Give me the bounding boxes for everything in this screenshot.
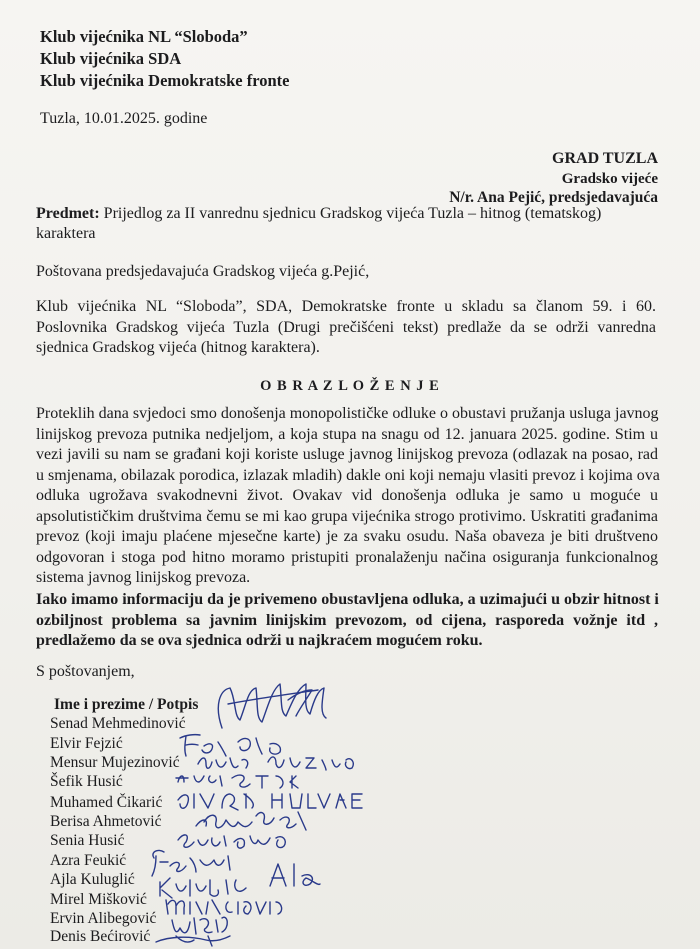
signatory-name: Mensur Mujezinović xyxy=(50,754,180,771)
body-line: apsolutističkim društvima čemu se mi kao grupa vijećnika strogo protivimo. Uskratiti građanima xyxy=(36,507,658,525)
signature-scribble xyxy=(196,812,306,830)
body-line: sistema javnog linijskog prevoza. xyxy=(36,569,251,586)
signatory-name: Senad Mehmedinović xyxy=(50,715,186,732)
intro-line-3: sjednica Gradskog vijeća (hitnog karaktera). xyxy=(36,339,320,356)
signatory-name: Ervin Alibegović xyxy=(50,910,157,927)
recipient-line-1: GRAD TUZLA xyxy=(552,150,658,167)
intro-line-2: Poslovnika Gradskog vijeća Tuzla (Drugi prečišćeni tekst) predlaže da se održi vanredna xyxy=(36,318,656,336)
closing: S poštovanjem, xyxy=(36,663,135,680)
signature-scribble xyxy=(156,936,230,946)
signatory-name: Ajla Kuluglić xyxy=(50,871,135,888)
request-line: predlažemo da se ova sjednica održi u najkraćem mogućem roku. xyxy=(36,632,483,649)
signatory-name: Senia Husić xyxy=(50,832,125,849)
signature-scribble xyxy=(198,757,353,770)
intro-line-1: Klub vijećnika NL “Sloboda”, SDA, Demokratske fronte u skladu sa članom 59. i 60. xyxy=(36,298,656,315)
subject-text: Prijedlog za II vanrednu sjednicu Gradskog vijeća Tuzla – hitnog (tematskog) xyxy=(103,205,602,222)
recipient-line-3: N/r. Ana Pejić, predsjedavajuća xyxy=(449,189,658,206)
signatory-name: Elvir Fejzić xyxy=(50,735,123,752)
signature-scribble xyxy=(176,775,298,788)
body-line: u smjenama, obilazak porodica, izlazak mladih) dakle oni koji nemaju vlasiti prevoz i kojima ova xyxy=(36,466,660,484)
signatory-name: Berisa Ahmetović xyxy=(50,813,162,830)
salutation: Poštovana predsjedavajuća Gradskog vijeća g.Pejić, xyxy=(36,263,370,280)
signatory-name: Šefik Husić xyxy=(50,773,123,790)
signatory-name: Muhamed Čikarić xyxy=(50,794,163,811)
signature-scribble xyxy=(218,684,326,728)
signatory-name: Denis Bećirović xyxy=(50,928,151,945)
request-line: Iako imamo informaciju da je privemeno obustavljena odluka, a uzimajući u obzir hitnost i xyxy=(36,591,659,608)
club-name-3: Klub vijećnika Demokratske fronte xyxy=(40,71,290,90)
signature-scribble xyxy=(166,900,282,914)
signature-scribble xyxy=(172,917,227,934)
subject-line-2: karaktera xyxy=(36,225,96,242)
club-name-1: Klub vijećnika NL “Sloboda” xyxy=(40,27,248,46)
signature-scribble xyxy=(178,794,362,810)
body-line: odgovoran i stoga pod hitno moramo pristupiti pronalaženju načina osiguranja funkcionalnog xyxy=(36,548,658,566)
subject-label: Predmet: xyxy=(36,205,100,222)
signatory-name: Azra Feukić xyxy=(50,852,127,869)
section-title: O B R A Z L O Ž E N J E xyxy=(260,378,440,394)
signature-header: Ime i prezime / Potpis xyxy=(54,696,199,713)
signature-scribble xyxy=(178,835,285,848)
signature-scribble xyxy=(180,735,280,756)
signature-scribble xyxy=(152,850,230,876)
body-line: linijskog prevoza putnika nedjeljom, a koja stupa na snagu od 12. januara 2025. godine. Stim u xyxy=(36,425,658,443)
place-date: Tuzla, 10.01.2025. godine xyxy=(40,110,208,127)
body-line: prevoz (koji imaju plaćene mjesečne karte) je za svaku osudu. Naša obaveza je biti društveno xyxy=(36,528,658,545)
signatory-name: Mirel Mišković xyxy=(50,891,147,908)
club-name-2: Klub vijećnika SDA xyxy=(40,49,182,68)
body-line: vezi javili su nam se građani koji koriste usluge javnog linijskog prevoza (odlazak na posao, rad xyxy=(36,446,658,463)
request-line: ozbiljnost problema sa javnim linijskim prevozom, od cijena, rasporeda vožnje itd , xyxy=(36,611,658,629)
recipient-line-2: Gradsko vijeće xyxy=(561,171,658,187)
body-line: Proteklih dana svjedoci smo donošenja monopolističke odluke o obustavi pružanja usluga javnog xyxy=(36,405,659,422)
body-line: odluka ugrožava svakodnevni život. Ovakav vid donošenja odluka je samo u moguće u xyxy=(36,487,658,504)
